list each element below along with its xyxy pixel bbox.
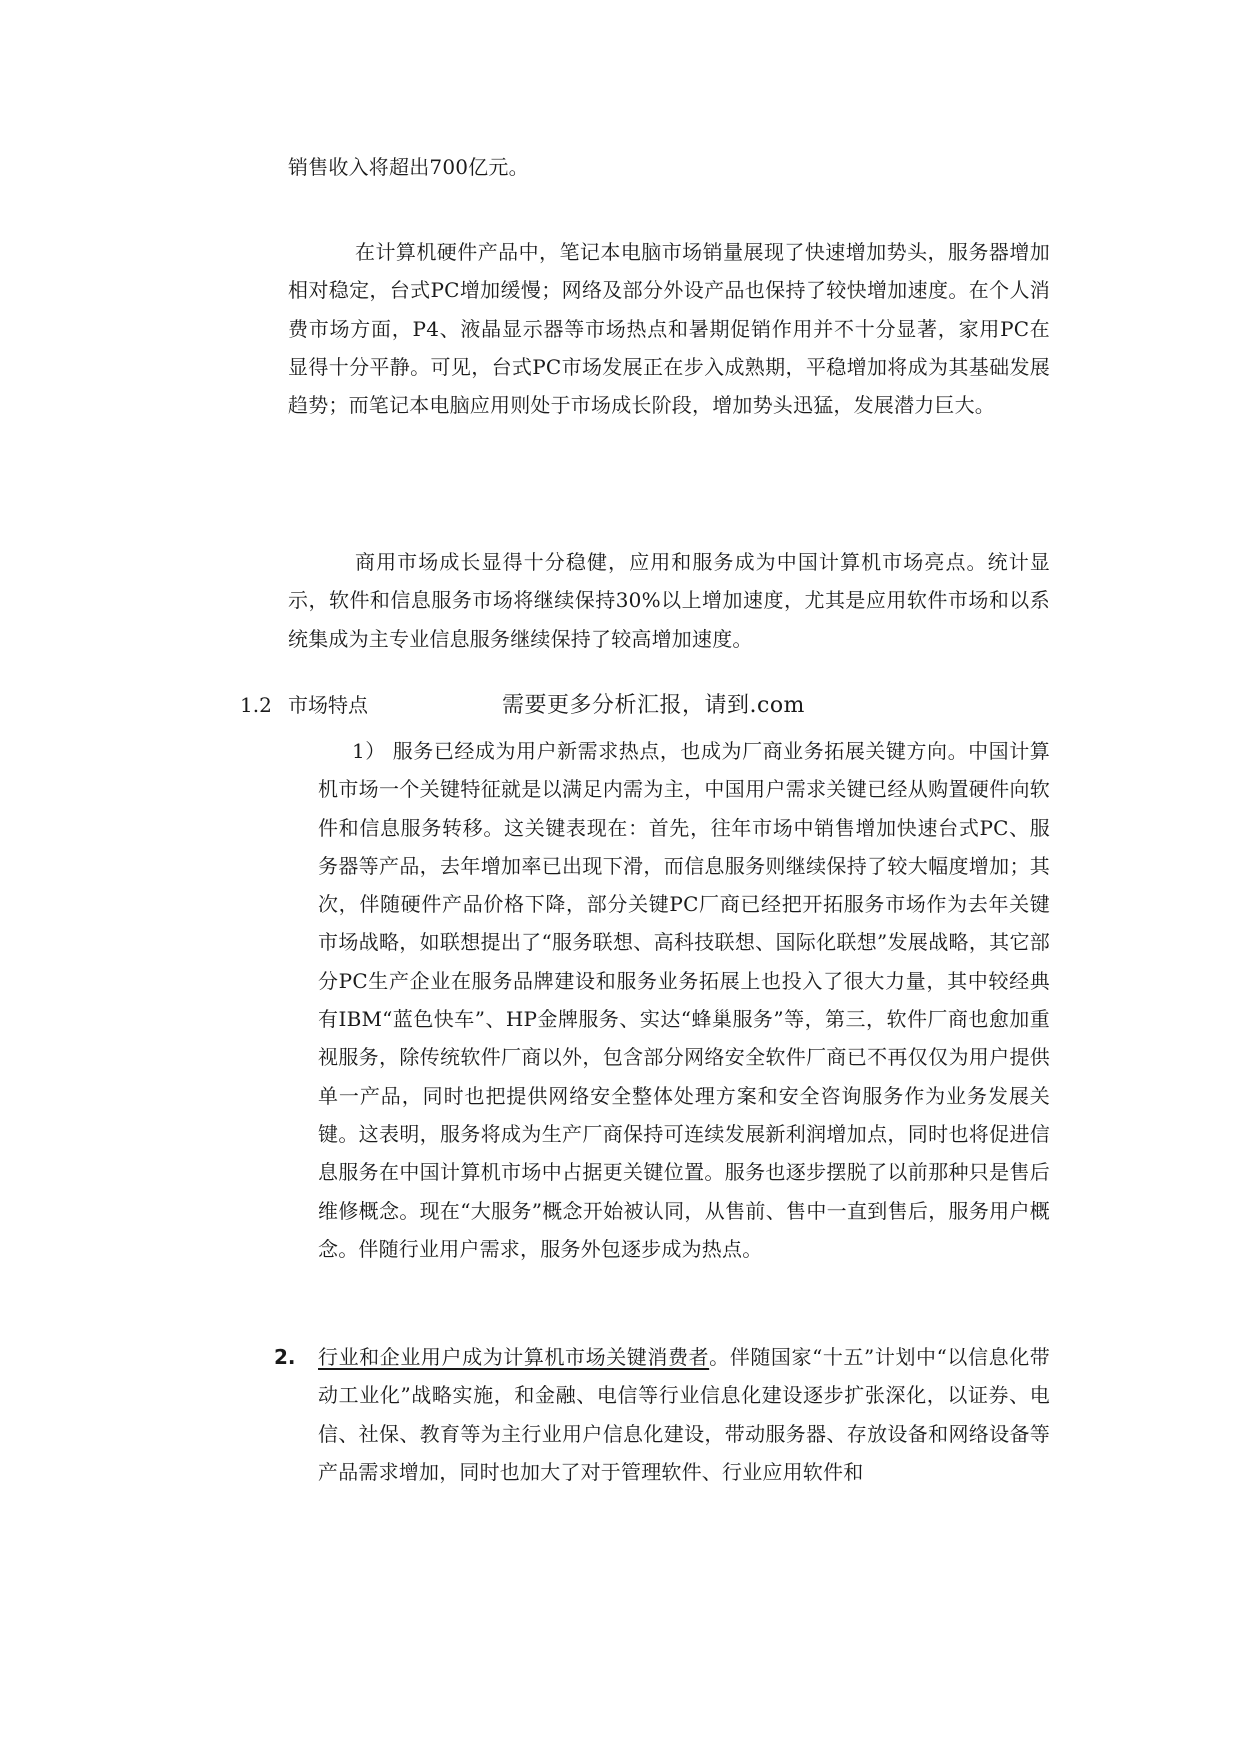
list-item-services: 1） 服务已经成为用户新需求热点，也成为厂商业务拓展关键方向。中国计算机市场一个关键特征就是以满足内需为主，中国用户需求关键已经从购置硬件向软件和信息服务转移。这关键表现在：首先，往年市场中销售增加快速台式PC、服务器等产品，去年增加率已出现下滑，而信息服务则继续保持了较大幅度增加；其次，伴随硬件产品价格下降，部分关键PC厂商已经把开拓服务市场作为去年关键市场战略，如联想提出了“服务联想、高科技联想、国际化联想”发展战略，其它部分PC生产企业在服务品牌建设和服务业务拓展上也投入了很大力量，其中较经典有IBM“蓝色快车”、HP金牌服务、实达“蜂巢服务”等，第三，软件厂商也愈加重视服务，除传统软件厂商以外，包含部分网络安全软件厂商已不再仅仅为用户提供单一产品，同时也把提供网络安全整体处理方案和安全咨询服务作为业务发展关键。这表明，服务将成为生产厂商保持可连续发展新利润增加点，同时也将促进信息服务在中国计算机市场中占据更关键位置。服务也逐步摆脱了以前那种只是售后维修概念。现在“大服务”概念开始被认同，从售前、售中一直到售后，服务用户概念。伴随行业用户需求，服务外包逐步成为热点。	[318, 739, 1050, 1261]
promo-text: 需要更多分析汇报，请到.com	[502, 693, 805, 718]
list-item-2-underlined: 行业和企业用户成为计算机市场关键消费者	[318, 1345, 710, 1369]
section-title: 市场特点	[288, 693, 368, 717]
list-item-2-number: 2.	[274, 1345, 296, 1369]
paragraph-commercial-market: 商用市场成长显得十分稳健，应用和服务成为中国计算机市场亮点。统计显示，软件和信息服务市场将继续保持30%以上增加速度，尤其是应用软件市场和以系统集成为主专业信息服务继续保持了较高增加速度。	[288, 550, 1050, 651]
list-item-2-text: 。伴随国家“十五”计划中“以信息化带动工业化”战略实施，和金融、电信等行业信息化建设逐步扩张深化，以证券、电信、社保、教育等为主行业用户信息化建设，带动服务器、存放设备和网络设备等产品需求增加，同时也加大了对于管理软件、行业应用软件和	[318, 1345, 1050, 1484]
paragraph-revenue: 销售收入将超出700亿元。	[288, 155, 529, 179]
section-heading	[240, 690, 805, 721]
list-item-industry-users	[318, 1338, 1050, 1491]
paragraph-hardware: 在计算机硬件产品中，笔记本电脑市场销量展现了快速增加势头，服务器增加相对稳定，台式PC增加缓慢；网络及部分外设产品也保持了较快增加速度。在个人消费市场方面，P4、液晶显示器等市场热点和暑期促销作用并不十分显著，家用PC在显得十分平静。可见，台式PC市场发展正在步入成熟期，平稳增加将成为其基础发展趋势；而笔记本电脑应用则处于市场成长阶段，增加势头迅猛，发展潜力巨大。	[288, 240, 1050, 418]
section-number: 1.2	[240, 693, 272, 717]
